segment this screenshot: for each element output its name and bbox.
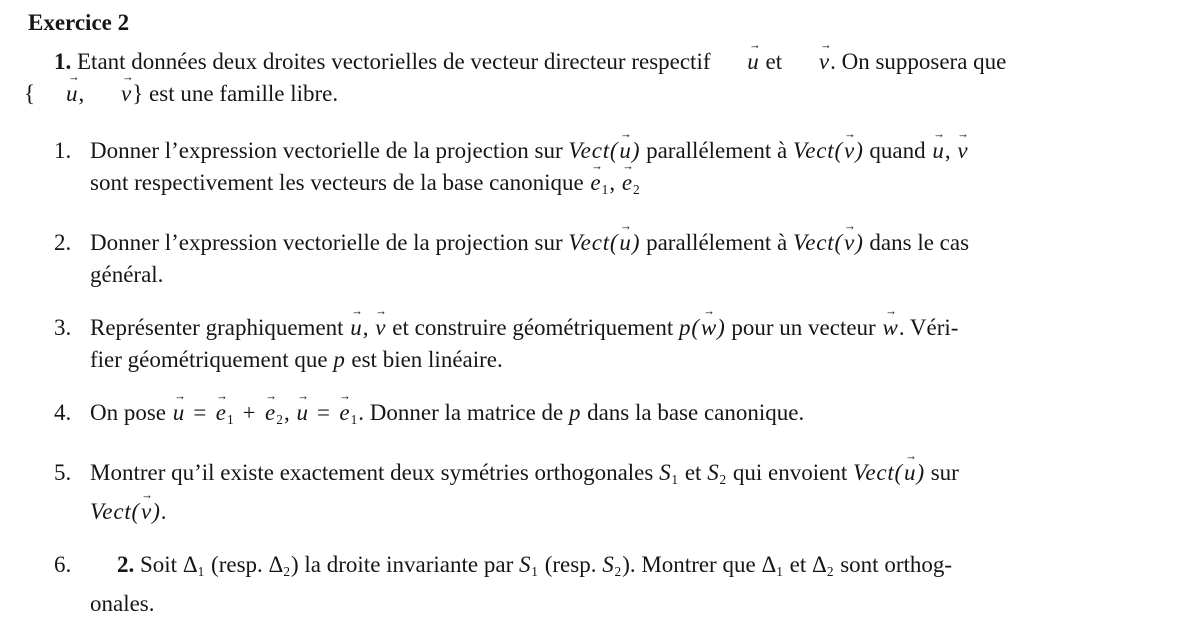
text-run: S bbox=[707, 460, 720, 485]
list-item bbox=[24, 549, 1175, 619]
text-run: 1 bbox=[776, 564, 783, 579]
vector-symbol: u → bbox=[932, 135, 944, 167]
text-run: Soit bbox=[134, 552, 183, 577]
item-number: 1. bbox=[54, 138, 72, 163]
text-run: S bbox=[602, 552, 615, 577]
text-run: général. bbox=[90, 262, 164, 287]
text-run: et bbox=[679, 460, 708, 485]
text-run: 2 bbox=[633, 182, 640, 197]
text-run: ) bbox=[152, 499, 161, 524]
text-run: parallélement à bbox=[640, 230, 793, 255]
text-run: et construire géométriquement bbox=[386, 315, 680, 340]
text-run: 2 bbox=[826, 564, 834, 579]
text-run: . On supposera que bbox=[830, 49, 1007, 74]
vector-symbol: u → bbox=[619, 135, 631, 167]
text-run: 1 bbox=[350, 412, 358, 427]
text-run: Donner l’expression vectorielle de la projection sur bbox=[90, 138, 569, 163]
text-run: dans la base canonique. bbox=[581, 400, 805, 425]
text-run: = bbox=[308, 400, 339, 425]
vector-symbol: w → bbox=[882, 312, 897, 344]
text-run: Vect( bbox=[90, 499, 140, 524]
list-item bbox=[24, 457, 1175, 528]
vector-symbol: v → bbox=[141, 496, 151, 528]
vector-symbol: w → bbox=[701, 312, 716, 344]
vector-symbol: v → bbox=[789, 46, 829, 78]
text-run: ) bbox=[717, 315, 726, 340]
text-run: sur bbox=[924, 460, 959, 485]
vector-symbol: u → bbox=[350, 312, 362, 344]
list-item bbox=[24, 227, 1175, 291]
text-run: 2 bbox=[719, 472, 727, 487]
text-run: ) bbox=[855, 230, 864, 255]
text-run: p bbox=[333, 347, 346, 372]
text-run: pour un vecteur bbox=[725, 315, 882, 340]
text-run: S bbox=[518, 552, 532, 577]
text-run: = bbox=[185, 400, 215, 425]
text-run: . Donner la matrice de bbox=[358, 400, 570, 425]
text-run: 2 bbox=[276, 412, 283, 427]
text-run: 2 bbox=[283, 564, 290, 579]
text-run: sont respectivement les vecteurs de la base canonique bbox=[90, 170, 590, 195]
item-number: 2. bbox=[54, 230, 72, 255]
text-run: (resp. bbox=[538, 552, 603, 577]
vector-symbol: v → bbox=[375, 312, 385, 344]
text-run: ) la droite invariante par bbox=[291, 552, 519, 577]
vector-symbol: e → bbox=[622, 167, 632, 199]
text-run: Vect( bbox=[792, 230, 843, 255]
item-text bbox=[90, 230, 969, 287]
item-number: 5. bbox=[54, 460, 72, 485]
text-run: 1 bbox=[671, 472, 679, 487]
text-run: , bbox=[283, 400, 296, 425]
text-run: , bbox=[609, 170, 621, 195]
vector-symbol: u → bbox=[904, 457, 916, 489]
text-run: Vect( bbox=[853, 460, 904, 485]
text-run: 2. bbox=[117, 552, 135, 577]
text-run: Vect( bbox=[792, 138, 843, 163]
vector-symbol: v → bbox=[957, 135, 967, 167]
vector-symbol: u → bbox=[296, 397, 308, 429]
text-run: p( bbox=[679, 315, 700, 340]
text-run: 1 bbox=[601, 182, 609, 197]
text-run: (resp. bbox=[205, 552, 269, 577]
text-run: est bien linéaire. bbox=[345, 347, 503, 372]
text-run: et bbox=[783, 552, 813, 577]
text-run: 1 bbox=[531, 564, 538, 579]
item-text bbox=[90, 315, 958, 372]
vector-symbol: v → bbox=[91, 78, 131, 110]
item-number: 6. bbox=[54, 552, 72, 577]
vector-symbol: e → bbox=[216, 397, 226, 429]
item-number: 3. bbox=[54, 315, 72, 340]
text-run: ). Montrer que bbox=[622, 552, 762, 577]
text-run: Δ bbox=[812, 552, 827, 577]
text-run: quand bbox=[863, 138, 932, 163]
exercise-title: Exercice 2 bbox=[28, 10, 130, 35]
list-item bbox=[24, 397, 1175, 436]
list-item bbox=[24, 135, 1175, 206]
intro-paragraph bbox=[24, 46, 1175, 110]
text-run: Vect( bbox=[568, 138, 619, 163]
vector-symbol: u → bbox=[717, 46, 759, 78]
vector-symbol: u → bbox=[36, 78, 78, 110]
text-run: . bbox=[160, 499, 167, 524]
text-run: qui envoient bbox=[727, 460, 854, 485]
text-run: . Véri- bbox=[898, 315, 959, 340]
text-run: Donner l’expression vectorielle de la projection sur bbox=[90, 230, 569, 255]
text-run: onales. bbox=[90, 591, 155, 616]
text-run: Δ bbox=[761, 552, 777, 577]
vector-symbol: e → bbox=[265, 397, 275, 429]
text-run: et bbox=[759, 49, 788, 74]
text-run: ) bbox=[855, 138, 864, 163]
text-run: Montrer qu’il existe exactement deux symétries orthogonales bbox=[90, 460, 660, 485]
text-run: , bbox=[944, 138, 957, 163]
text-run: 1. bbox=[54, 49, 72, 74]
item-text bbox=[90, 552, 952, 616]
text-run: Représenter graphiquement bbox=[90, 315, 350, 340]
item-number: 4. bbox=[54, 400, 72, 425]
vector-symbol: v → bbox=[844, 227, 854, 259]
item-text bbox=[90, 138, 969, 195]
text-run: S bbox=[659, 460, 672, 485]
text-run: , bbox=[78, 81, 91, 106]
text-run: ) bbox=[631, 230, 641, 255]
text-run: dans le cas bbox=[863, 230, 970, 255]
vector-symbol: e → bbox=[590, 167, 600, 199]
item-text bbox=[90, 460, 959, 524]
text-run: sont orthog- bbox=[834, 552, 953, 577]
text-run: } est une famille libre. bbox=[132, 81, 339, 106]
vector-symbol: u → bbox=[619, 227, 631, 259]
text-run: Δ bbox=[268, 552, 284, 577]
text-run: On pose bbox=[90, 400, 172, 425]
text-run: 1 bbox=[226, 412, 234, 427]
vector-symbol: v → bbox=[844, 135, 854, 167]
text-run: 1 bbox=[197, 564, 205, 579]
vector-symbol: e → bbox=[339, 397, 349, 429]
text-run: ) bbox=[916, 460, 925, 485]
text-run: Etant données deux droites vectorielles de vecteur directeur respectif bbox=[71, 49, 717, 74]
text-run: Vect( bbox=[568, 230, 619, 255]
list-item bbox=[24, 312, 1175, 376]
text-run: { bbox=[24, 81, 36, 106]
text-run: 2 bbox=[614, 564, 622, 579]
item-text bbox=[90, 400, 804, 425]
text-run: Δ bbox=[182, 552, 198, 577]
question-list bbox=[24, 135, 1175, 619]
text-run: + bbox=[234, 400, 265, 425]
text-run: p bbox=[569, 400, 582, 425]
text-run: ) bbox=[631, 138, 641, 163]
text-run: , bbox=[362, 315, 375, 340]
vector-symbol: u → bbox=[173, 397, 185, 429]
text-run: parallélement à bbox=[640, 138, 793, 163]
text-run: fier géométriquement que bbox=[90, 347, 334, 372]
